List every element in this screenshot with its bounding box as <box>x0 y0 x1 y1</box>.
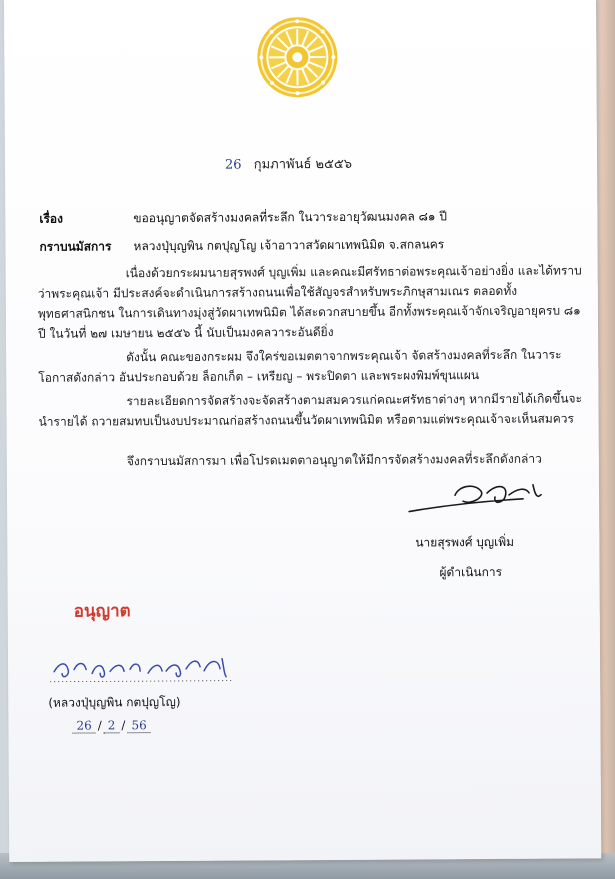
subject-label: เรื่อง <box>39 211 64 226</box>
dharma-wheel-seal-icon <box>256 16 338 98</box>
paragraph-1: เนื่องด้วยกระผมนายสุรพงศ์ บุญเพิ่ม และคณะมีศรัทธาต่อพระคุณเจ้าอย่างยิ่ง และได้ทราบว่าพระคุณเจ้า มีประสงค์จะดำเนินการสร้างถนนเพื่อใช้สัญจรสำหรับพระภิกษุสามเณร ตลอดทั้งพุทธศาสนิกชน ในการเดินทางมุ่งสู่วัดผาเทพนิมิต ได้สะดวกสบายขึ้น อีกทั้งพระคุณเจ้าจักเจริญอายุครบ ๘๑ ปี ในวันที่ ๒๗ เมษายน ๒๕๕๖ นี้ นับเป็นมงคลวาระอันดียิ่ง <box>37 263 582 341</box>
approval-title: อนุญาต <box>73 601 131 622</box>
approval-year: 56 <box>127 718 150 733</box>
approval-day: 26 <box>72 718 95 733</box>
paragraph-4: จึงกราบนมัสการมา เพื่อโปรดเมตตาอนุญาตให้มีการจัดสร้างมงคลที่ระลึกดังกล่าว <box>126 451 542 469</box>
signer-signature <box>405 475 555 524</box>
paragraph-2: ดังนั้น คณะของกระผม จึงใคร่ขอเมตตาจากพระคุณเจ้า จัดสร้างมงคลที่ระลึก ในวาระโอกาสดังกล่าว อันประกอบด้วย ล็อกเก็ต – เหรียญ – พระปิดตา และพระผงพิมพ์ขุนแผน <box>38 347 562 385</box>
salutation-label: กราบนมัสการ <box>39 239 112 254</box>
signer-name: นายสุรพงศ์ บุญเพิ่ม <box>415 534 515 550</box>
date-day: 26 <box>224 157 242 173</box>
letter-date <box>225 153 352 175</box>
subject-text: ขออนุญาตจัดสร้างมงคลที่ระลึก ในวาระอายุวัฒนมงคล ๘๑ ปี <box>133 209 447 226</box>
salutation-text: หลวงปุ่บุญพิน กตปุญโญ เจ้าอาวาสวัดผาเทพนิมิต จ.สกลนคร <box>133 237 445 254</box>
signer-role: ผู้ดำเนินการ <box>439 564 503 580</box>
paragraph-3: รายละเอียดการจัดสร้างจะจัดสร้างตามสมควรแก่คณะศรัทธาต่างๆ หากมีรายได้เกิดขึ้นจะนำรายได้ ถวายสมทบเป็นงบประมาณก่อสร้างถนนขึ้นวัดผาเทพนิมิต หรือตามแต่พระคุณเจ้าจะเห็นสมควร <box>38 391 583 429</box>
date-month-year: กุมภาพันธ์ ๒๕๕๖ <box>253 156 353 173</box>
approval-date: 26 / 2 / 56 <box>72 718 150 733</box>
approver-name: (หลวงปุ่บุญพิน กตปุญโญ) <box>48 694 181 710</box>
approval-month: 2 <box>104 718 120 733</box>
approver-signature <box>44 649 244 690</box>
letter-paper <box>4 0 601 862</box>
